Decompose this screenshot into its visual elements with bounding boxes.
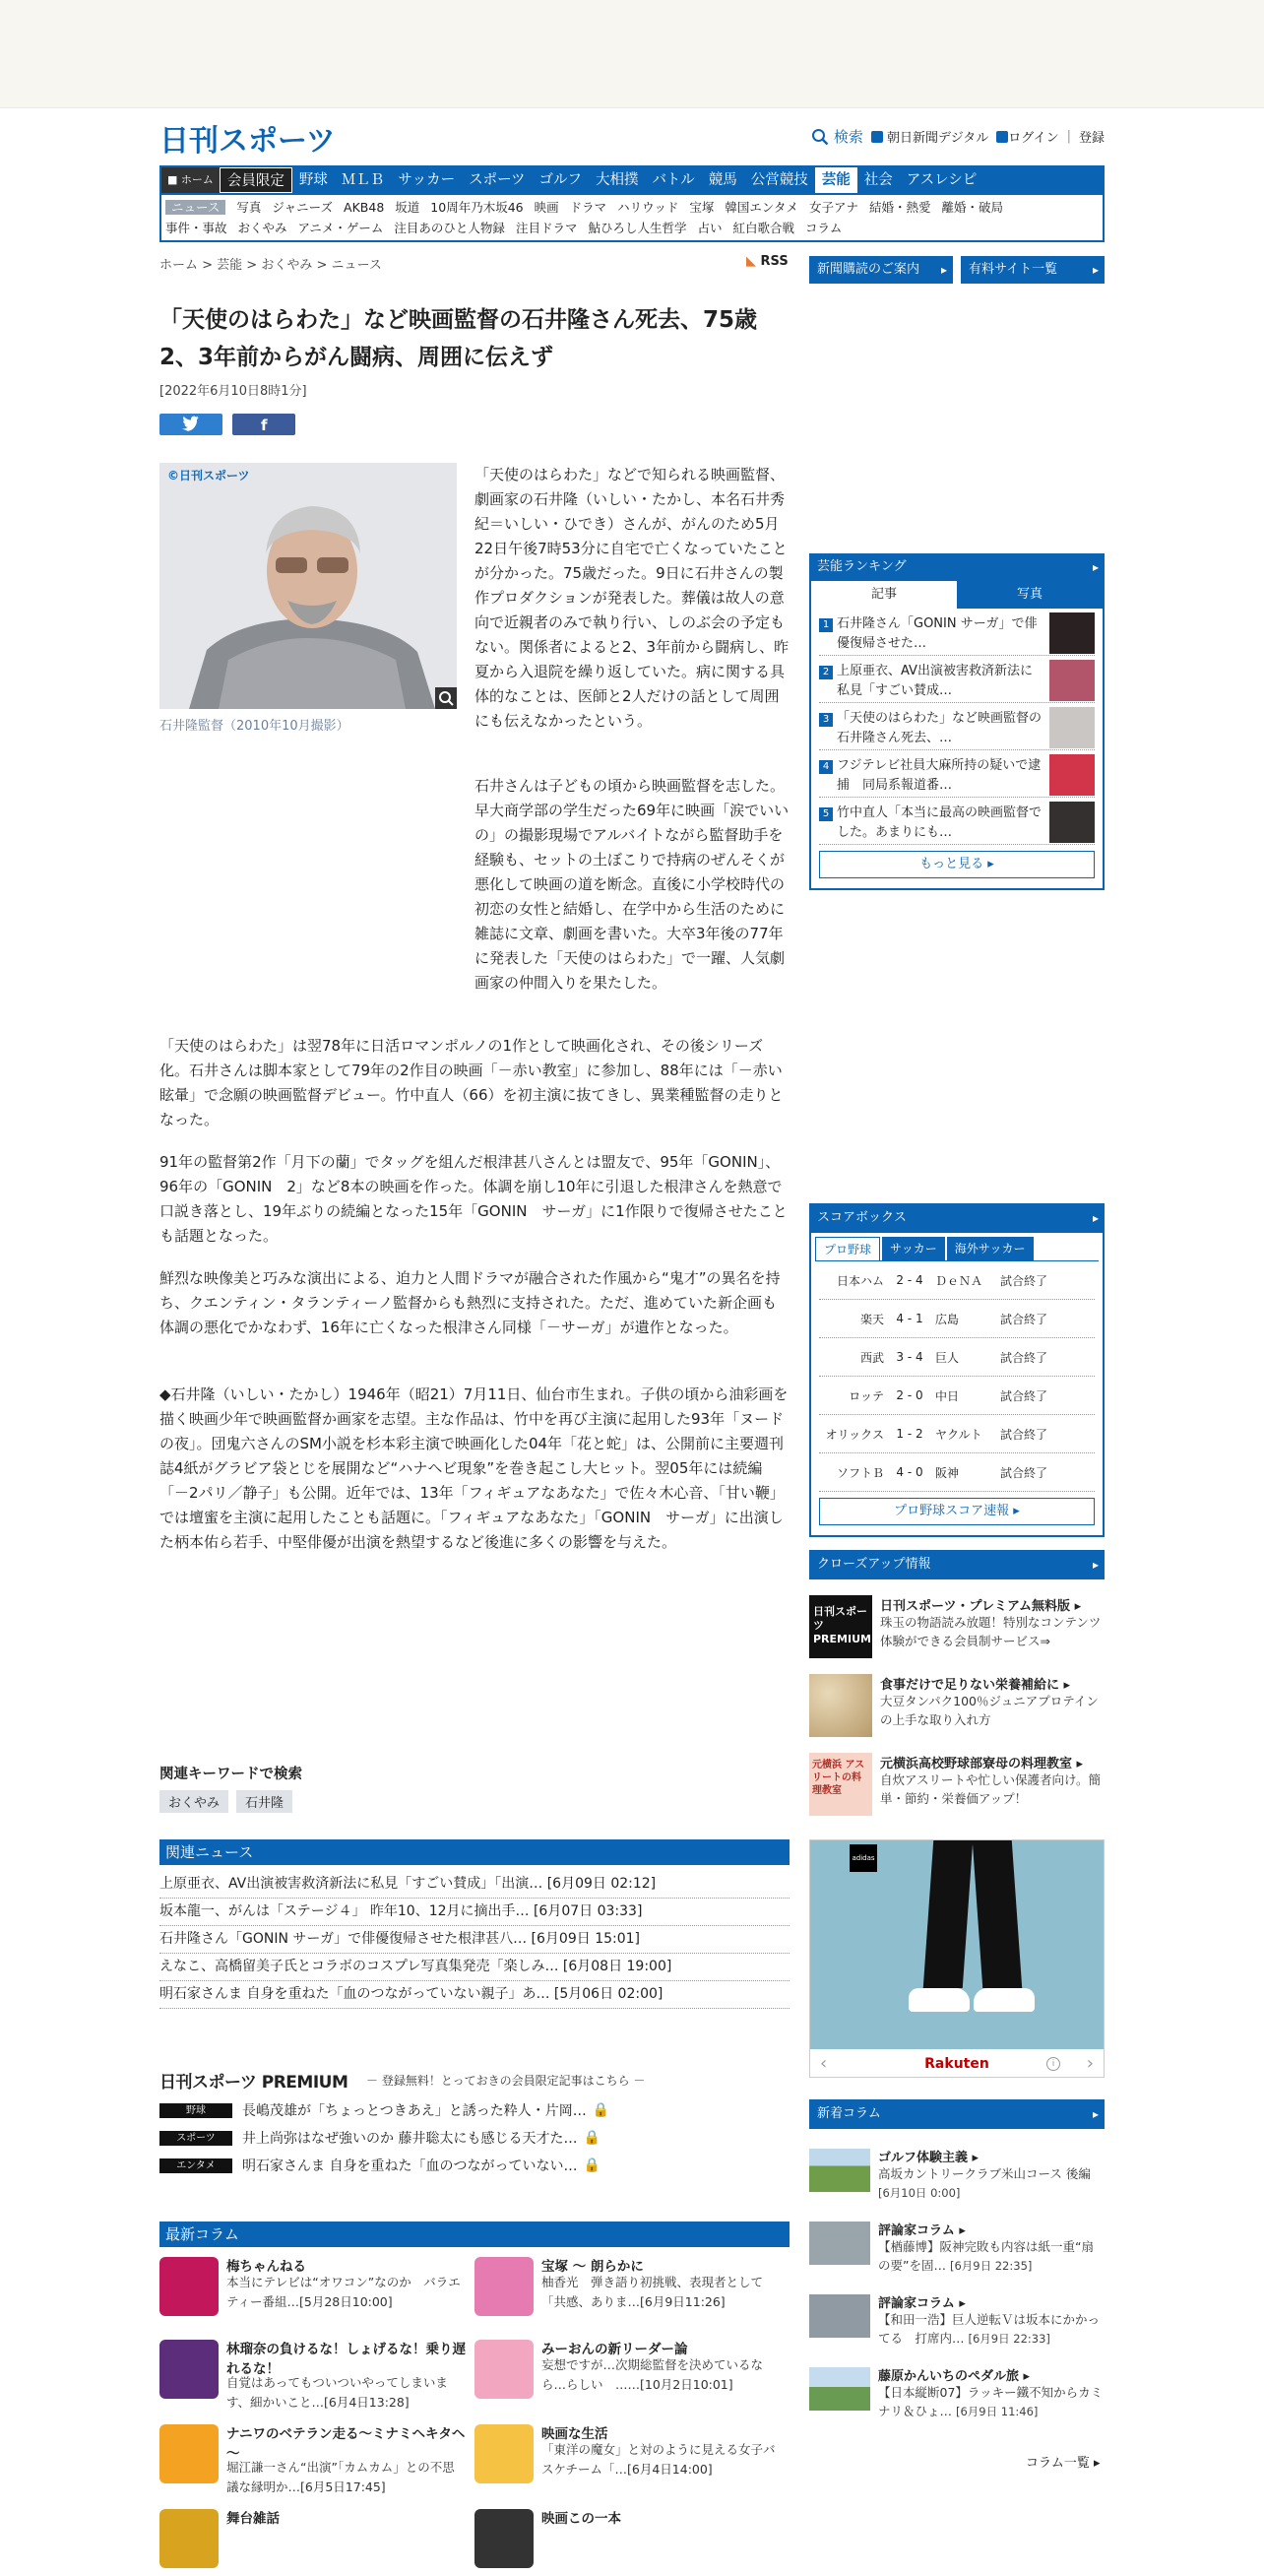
asahi-icon (871, 131, 883, 143)
closeup-heading-text: 日刊スポーツ・プレミアム無料版 (880, 1599, 1071, 1614)
premium-note[interactable]: － 登録無料！とっておきの会員限定記事はこちら － (366, 2074, 646, 2088)
column-title: みーおんの新リーダー論 (541, 2342, 688, 2357)
premium-category: 野球 (159, 2103, 232, 2118)
new-column-thumb (809, 2149, 870, 2192)
new-column-heading-text: ゴルフ体験主義 (878, 2151, 969, 2165)
rank-number: 4 (819, 760, 833, 774)
premium-headline: 井上尚弥はなぜ強いのか 藤井聡太にも感じる天才た… (242, 2131, 578, 2147)
closeup-heading: 日刊スポーツ・プレミアム無料版 ▸ (880, 1599, 1082, 1614)
rank-number: 2 (819, 666, 833, 679)
away-team: 阪神 (935, 1465, 960, 1480)
ranking-body (809, 581, 1105, 890)
nav-home-label: ホーム (180, 173, 214, 186)
score-row[interactable] (819, 1453, 1095, 1492)
nav-golf[interactable]: ゴルフ (538, 172, 583, 188)
new-column-heading-text: 評論家コラム (878, 2223, 955, 2238)
column-icon (474, 2257, 534, 2316)
game-status: 試合終了 (1000, 1388, 1048, 1403)
closeup-body: 自炊アスリートや忙しい保護者向け。簡単・節約・栄養価アップ！ (880, 1772, 1102, 1806)
closeup-list (809, 1595, 1105, 1812)
sub-nav (159, 195, 1105, 242)
new-column-item[interactable] (809, 2220, 1105, 2288)
new-column-heading-text: 評論家コラム (878, 2296, 955, 2311)
new-column-body (878, 2383, 1105, 2421)
new-column-heading-text: 藤原かんいちのペダル旅 (878, 2369, 1020, 2384)
ad-info-icon[interactable]: i (1046, 2057, 1060, 2071)
new-column-item[interactable] (809, 2365, 1105, 2434)
photo-credit: ©日刊スポーツ (167, 469, 250, 483)
premium-category: スポーツ (159, 2131, 232, 2146)
rss-icon: ◣ (746, 254, 756, 269)
closeup-image: 日刊スポーツ PREMIUM (809, 1595, 872, 1658)
top-ad-banner (0, 0, 1264, 108)
svg-text:f: f (261, 417, 268, 434)
nav-horse[interactable]: 競馬 (708, 172, 737, 188)
score-row[interactable] (819, 1415, 1095, 1453)
nav-member[interactable]: 会員限定 (220, 167, 292, 193)
ranking-thumb (1049, 802, 1095, 843)
column-item[interactable] (474, 2422, 780, 2491)
new-column-item[interactable] (809, 2292, 1105, 2361)
closeup-body: 珠玉の物語読み放題！特別なコンテンツ体験ができる会員制サービス⇒ (880, 1615, 1102, 1648)
new-column-body-text: 【日本縦断07】ラッキー鐵不知からカミナリ＆ひょ… (878, 2385, 1104, 2418)
nav-public-race[interactable]: 公営競技 (750, 172, 808, 188)
column-body: 妄想ですが…次期総監督を決めているなら…らしい ……[10月2日10:01] (541, 2357, 764, 2392)
score-row[interactable] (819, 1261, 1095, 1300)
ranking-widget (809, 553, 1105, 890)
ranking-item-text: 「天使のはらわた」など映画監督の石井隆さん死去、… (837, 711, 1043, 745)
game-status: 試合終了 (1000, 1273, 1048, 1288)
closeup-body: 大豆タンパク100％ジュニアプロテインの上手な取り入れ方 (880, 1694, 1099, 1727)
column-title: 映画な生活 (541, 2426, 608, 2442)
new-column-date: [6月9日 22:33] (968, 2332, 1050, 2346)
premium-row[interactable] (159, 2097, 790, 2123)
column-item[interactable] (159, 2507, 465, 2576)
rank-number: 1 (819, 618, 833, 632)
column-body: 堀江謙一さん“出演”「カムカム」との不思議な縁明か…[6月5日17:45] (226, 2460, 455, 2494)
nav-baseball[interactable]: 野球 (298, 172, 328, 188)
closeup-image (809, 1674, 872, 1737)
closeup-heading-text: 食事だけで足りない栄養補給に (880, 1678, 1060, 1693)
scorebox-header[interactable]: スコアボックス ▸ (809, 1203, 1105, 1233)
ranking-item-text: 上原亜衣、AV出演被害救済新法に私見「すごい賛成… (837, 664, 1033, 698)
article-paragraph-4: 91年の監督第2作「月下の蘭」でタッグを組んだ根津甚八さんとは盟友で、95年「GONIN」、96年の「GONIN 2」など8本の映画を作った。体調を崩し10年に引退した根津さんを熱意で口説き落とし、19年ぶりの続編となった15年「GONIN サーガ」に1作限りで復帰させたことも話題となった。 (159, 1153, 788, 1245)
lock-icon: 🔒 (583, 2157, 600, 2173)
nav-sports[interactable]: スポーツ (469, 172, 526, 188)
column-icon (474, 2509, 534, 2568)
column-item[interactable] (159, 2338, 466, 2410)
premium-row[interactable] (159, 2153, 790, 2178)
login-label: ログイン (1008, 131, 1059, 146)
ranking-item[interactable] (819, 703, 1095, 750)
related-news-item[interactable]: 上原亜衣、AV出演被害救済新法に私見「すごい賛成」「出演… [6月09日 02:12] (159, 1871, 790, 1899)
login-link[interactable] (996, 127, 1058, 146)
closeup-heading: 元横浜高校野球部寮母の料理教室 ▸ (880, 1757, 1084, 1771)
paid-sites-button[interactable]: 有料サイト一覧 ▸ (961, 256, 1105, 284)
premium-headline: 明石家さんま 自身を重ねた「血のつながっていない… (242, 2158, 578, 2174)
premium-category: エンタメ (159, 2158, 232, 2173)
keywords-title: 関連キーワードで検索 (159, 1767, 302, 1782)
away-team: ＤｅＮＡ (935, 1273, 983, 1288)
header-separator: | (1066, 129, 1071, 144)
game-status: 試合終了 (1000, 1465, 1048, 1480)
ranking-item-text: フジテレビ社員大麻所持の疑いで逮捕 同局系報道番… (837, 758, 1042, 793)
subnav-marriage[interactable]: 結婚・熱愛 (868, 200, 931, 215)
subnav-incident[interactable]: 事件・事故 (165, 221, 227, 235)
scorebox-tabs (811, 1233, 1103, 1260)
subnav-nogizaka[interactable]: 10周年乃木坂46 (430, 200, 524, 215)
column-title: 舞台雑話 (226, 2511, 280, 2527)
keyword-tag[interactable]: おくやみ (159, 1790, 228, 1813)
premium-row[interactable] (159, 2125, 790, 2151)
lock-icon: 🔒 (592, 2102, 610, 2118)
column-title: 林瑠奈の負けるな！しょげるな！乗り遅れるな！ (226, 2342, 466, 2377)
score: 4 - 1 (896, 1312, 923, 1325)
article-paragraph-6: ◆石井隆（いしい・たかし）1946年（昭21）7月11日、仙台市生まれ。子供の頃から油彩画を描く映画少年で映画監督か画家を志望。主な作品は、竹中を再び主演に起用した93年「ヌードの夜」。団鬼六さんのSM小説を杉本彩主演で映画化した04年「花と蛇」は、公開前に主要週刊誌4紙がグラビア袋とじを展開など“ハナヘビ現象”を巻き起こし大ヒット。翌05年には続編「－2パリ／静子」も公開。近年では、13年「フィギュアなあなた」で佐々木心音、「甘い鞭」では壇蜜を主演に起用したことも話題に。「フィギュアなあなた」「GONIN サーガ」に出演した柄本佑ら若手、中堅俳優が出演を熱望するなど後進に多くの影響を与えた。 (159, 1385, 789, 1551)
score-row[interactable] (819, 1338, 1095, 1377)
lock-icon: 🔒 (583, 2130, 600, 2146)
rakuten-ad[interactable] (809, 1839, 1105, 2078)
ranking-item[interactable] (819, 798, 1095, 845)
score-tab-soccer[interactable]: サッカー (882, 1237, 945, 1260)
nav-athrecipe[interactable]: アスレシピ (906, 172, 978, 188)
away-team: 広島 (935, 1312, 960, 1326)
subnav-photo[interactable]: 写真 (236, 200, 262, 215)
premium-headline: 長嶋茂雄が「ちょっとつきあえ」と誘った粋人・片岡… (242, 2103, 587, 2119)
ranking-item[interactable] (819, 609, 1095, 656)
score-row[interactable] (819, 1377, 1095, 1415)
new-column-item[interactable] (809, 2147, 1105, 2216)
nav-mlb[interactable]: ＭＬＢ (341, 172, 385, 188)
game-status: 試合終了 (1000, 1427, 1048, 1442)
ranking-item-text: 石井隆さん「GONIN サーガ」で俳優復帰させた… (837, 616, 1038, 651)
asahi-link[interactable] (871, 127, 988, 146)
subnav-sakamichi[interactable]: 坂道 (395, 200, 420, 215)
score: 3 - 4 (896, 1350, 923, 1364)
ranking-tab-articles[interactable]: 記事 (811, 581, 957, 609)
column-icon (474, 2424, 534, 2483)
related-news-item[interactable]: 石井隆さん「GONIN サーガ」で俳優復帰させた根津甚八… [6月09日 15:01] (159, 1926, 790, 1954)
related-news-item[interactable]: 坂本龍一、がんは「ステージ４」 昨年10、12月に摘出手… [6月07日 03:33] (159, 1899, 790, 1926)
subnav-divorce[interactable]: 離婚・破局 (941, 200, 1003, 215)
nav-battle[interactable]: バトル (652, 172, 695, 188)
subnav-obituary[interactable]: おくやみ (237, 221, 287, 235)
rank-number: 3 (819, 713, 833, 727)
scorebox-widget (809, 1203, 1105, 1537)
related-news-list (159, 1871, 790, 2009)
home-team: ソフトＢ (836, 1465, 884, 1480)
zoom-icon (435, 687, 457, 709)
new-column-body (878, 2310, 1105, 2349)
column-item[interactable] (474, 2338, 780, 2407)
premium-logo[interactable]: 日刊スポーツ PREMIUM (159, 2073, 348, 2093)
nav-soccer[interactable]: サッカー (398, 172, 456, 188)
twitter-icon (159, 414, 222, 435)
ad-next-icon[interactable]: › (1086, 2053, 1094, 2074)
score-more-button[interactable]: プロ野球スコア速報 ▸ (819, 1498, 1095, 1525)
ranking-thumb (1049, 660, 1095, 701)
closeup-image: 元横浜 アスリートの料理教室 (809, 1753, 872, 1816)
new-column-date: [6月10日 0:00] (878, 2186, 961, 2200)
search-icon (811, 128, 829, 146)
nav-society[interactable]: 社会 (863, 172, 893, 188)
subnav-hot-drama[interactable]: 注目ドラマ (515, 221, 578, 235)
portrait-image (159, 463, 457, 709)
score-tab-overseas[interactable]: 海外サッカー (947, 1237, 1034, 1260)
column-body: 「東洋の魔女」と対のように見える女子バスケチーム「…[6月4日14:00] (541, 2442, 776, 2477)
score-more-label: プロ野球スコア速報 (894, 1504, 1010, 1518)
column-title: 梅ちゃんねる (226, 2259, 306, 2275)
column-list-link[interactable]: コラム一覧 ▸ (1026, 2456, 1101, 2471)
new-column-heading: ゴルフ体験主義 ▸ (878, 2151, 980, 2165)
subnav-hollywood[interactable]: ハリウッド (617, 200, 679, 215)
new-column-body-text: 【楢藤博】阪神完敗も内容は紙一重“扇の要”を固… (878, 2239, 1094, 2273)
away-team: ヤクルト (935, 1427, 982, 1442)
facebook-share-button[interactable] (232, 414, 295, 435)
nav-sumo[interactable]: 大相撲 (596, 172, 639, 188)
ranking-item[interactable] (819, 656, 1095, 703)
column-title: 映画この一本 (541, 2511, 621, 2527)
ranking-tab-photos[interactable]: 写真 (957, 581, 1103, 609)
rakuten-logo: Rakuten (924, 2056, 989, 2072)
subnav-ayu[interactable]: 鮎ひろし人生哲学 (588, 221, 687, 235)
keyword-tag[interactable]: 石井隆 (236, 1790, 292, 1813)
article-date: [2022年6月10日8時1分] (159, 384, 307, 399)
home-team: 楽天 (859, 1312, 884, 1326)
new-column-thumb (809, 2294, 870, 2338)
score: 1 - 2 (896, 1427, 923, 1441)
ranking-thumb (1049, 612, 1095, 654)
twitter-share-button[interactable] (159, 414, 222, 435)
column-item[interactable] (159, 2422, 466, 2494)
new-column-body-text: 高坂カントリークラブ米山コース 後編 (878, 2166, 1091, 2181)
new-column-heading: 評論家コラム ▸ (878, 2223, 966, 2238)
subnav-korea[interactable]: 韓国エンタメ (725, 200, 798, 215)
photo-caption: 石井隆監督（2010年10月撮影） (159, 719, 349, 734)
column-body: 本当にテレビは“オワコン”なのか バラエティー番組…[5月28日10:00] (226, 2275, 461, 2309)
new-column-heading: 評論家コラム ▸ (878, 2296, 966, 2311)
new-column-body (878, 2237, 1105, 2276)
column-item[interactable] (474, 2507, 780, 2576)
away-team: 中日 (935, 1388, 960, 1403)
home-team: 西武 (859, 1350, 884, 1365)
rss-label: RSS (760, 254, 789, 269)
ranking-tabs (811, 581, 1103, 609)
closeup-item[interactable] (809, 1595, 1105, 1662)
new-column-list (809, 2147, 1105, 2442)
article-photo[interactable] (159, 463, 457, 709)
ad-prev-icon[interactable]: ‹ (820, 2053, 828, 2074)
new-column-thumb (809, 2222, 870, 2265)
article-paragraph-3: 「天使のはらわた」は翌78年に日活ロマンポルノの1作として映画化され、その後シリーズ化。石井さんは脚本家として79年の2作目の映画「－赤い教室」に参加し、88年には「－赤い眩暈」で念願の映画監督デビュー。竹中直人（66）を初主演に抜てきし、異業種監督の走りとなった。 (159, 1037, 784, 1128)
score-row[interactable] (819, 1300, 1095, 1338)
new-column-body (878, 2164, 1105, 2203)
search-link[interactable] (811, 126, 863, 147)
ranking-more-label: もっと見る (919, 857, 984, 871)
latest-column-header: 最新コラム (159, 2222, 790, 2247)
closeup-item[interactable] (809, 1753, 1105, 1820)
subnav-akb48[interactable]: AKB48 (344, 200, 385, 215)
column-item[interactable] (159, 2255, 465, 2324)
ranking-more-button[interactable]: もっと見る ▸ (819, 851, 1095, 878)
subnav-kohaku[interactable]: 紅白歌合戦 (732, 221, 794, 235)
subnav-news[interactable]: ニュース (165, 200, 225, 215)
article-paragraph-5: 鮮烈な映像美と巧みな演出による、迫力と人間ドラマが融合された作風から“鬼才”の異名を持ち、クエンティン・タランティーノ監督からも熱烈に支持された。ただ、進めていた新企画も体調の悪化でかなわず、16年に亡くなった根津さん同様「－サーガ」が遺作となった。 (159, 1269, 781, 1336)
column-body: 自覚はあってもついついやってしまいます、細かいこと…[6月4日13:28] (226, 2375, 448, 2410)
ranking-item[interactable] (819, 750, 1095, 798)
ranking-item-text: 竹中直人「本当に最高の映画監督でした。あまりにも… (837, 805, 1043, 840)
rank-number: 5 (819, 807, 833, 821)
related-news-item[interactable]: えなこ、高橋留美子氏とコラボのコスプレ写真集発売「楽しみ… [6月08日 19:00] (159, 1954, 790, 1981)
closeup-heading-text: 元横浜高校野球部寮母の料理教室 (880, 1757, 1073, 1771)
column-icon (159, 2340, 219, 2399)
adidas-logo: adidas (850, 1844, 877, 1872)
game-status: 試合終了 (1000, 1350, 1048, 1365)
column-list-label: コラム一覧 (1026, 2456, 1090, 2471)
subscription-button[interactable]: 新聞購読のご案内 ▸ (809, 256, 953, 284)
article-title: 「天使のはらわた」など映画監督の石井隆さん死去、75歳 2、3年前からがん闘病、周囲に伝えず (159, 307, 781, 370)
column-item[interactable] (474, 2255, 780, 2324)
subnav-anime[interactable]: アニメ・ゲーム (297, 221, 384, 235)
search-label: 検索 (833, 128, 863, 146)
article-paragraph-2: 石井さんは子どもの頃から映画監督を志した。早大商学部の学生だった69年に映画「涙でいいの」の撮影現場でアルバイトながら監督助手を経験も、セットの土ぼこりで持病のぜんそくが悪化して映画の道を断念。直後に小学校時代の初恋の女性と結婚し、在学中から生活のために雑誌に文章、劇画を書いた。大卒3年後の77年に発表した「天使のはらわた」で一躍、人気劇画家の仲間入りを果たした。 (474, 777, 790, 992)
breadcrumb[interactable]: ホーム > 芸能 > おくやみ > ニュース (159, 258, 382, 273)
away-team: 巨人 (935, 1350, 960, 1365)
new-column-date: [6月9日 22:35] (949, 2259, 1033, 2273)
related-news-header: 関連ニュース (159, 1839, 790, 1865)
site-logo-text: 日刊スポーツ (159, 124, 336, 159)
subnav-announcer[interactable]: 女子アナ (808, 200, 858, 215)
subnav-column[interactable]: コラム (805, 221, 843, 235)
ad-image (810, 1840, 1104, 2049)
column-title: ナニワのベテラン走る～ミナミヘキタヘ～ (226, 2426, 466, 2462)
closeup-header[interactable]: クローズアップ情報 ▸ (809, 1550, 1105, 1579)
ranking-header[interactable]: 芸能ランキング ▸ (809, 553, 1105, 581)
new-column-date: [6月9日 11:46] (956, 2405, 1039, 2418)
asahi-label: 朝日新聞デジタル (887, 131, 989, 146)
new-column-header[interactable]: 新着コラム ▸ (809, 2099, 1105, 2129)
subnav-takarazuka[interactable]: 宝塚 (689, 200, 715, 215)
article-paragraph-1: 「天使のはらわた」などで知られる映画監督、劇画家の石井隆（いしい・たかし、本名石井秀紀＝いしい・ひでき）さんが、がんのため5月22日午後7時53分に自宅で亡くなっていたことが分かった。75歳だった。9日に石井さんの製作プロダクションが発表した。葬儀は故人の意向で近親者のみで執り行い、しのぶ会の予定もない。関係者によると2、3年前から闘病し、昨夏から入退院を繰り返していた。病に関する具体的なことは、医師と2人だけの話として周囲にも伝えなかったという。 (474, 466, 790, 730)
sub-nav-row-2 (165, 218, 1099, 238)
home-team: ロッテ (849, 1388, 884, 1403)
new-column-thumb (809, 2367, 870, 2411)
subnav-drama[interactable]: ドラマ (569, 200, 607, 215)
new-column-body-text: 【和田一浩】巨人逆転Ｖは坂本にかかってる 打席内… (878, 2312, 1101, 2346)
scorebox-body (809, 1233, 1105, 1537)
site-logo[interactable] (159, 120, 356, 160)
register-link[interactable]: 登録 (1078, 131, 1105, 146)
new-column-heading: 藤原かんいちのペダル旅 ▸ (878, 2369, 1031, 2384)
rss-link[interactable] (746, 254, 789, 269)
subnav-people[interactable]: 注目あのひと人物録 (394, 221, 505, 235)
facebook-icon (232, 414, 295, 435)
header-utility (811, 126, 1105, 147)
score: 2 - 0 (896, 1388, 923, 1402)
login-icon (996, 131, 1008, 143)
score: 2 - 4 (896, 1273, 923, 1287)
column-title: 宝塚 ～ 朗らかに (541, 2259, 644, 2275)
column-icon (159, 2257, 219, 2316)
score-tab-npb[interactable]: プロ野球 (815, 1237, 880, 1260)
main-nav (159, 165, 1105, 195)
column-body: 柚香光 弾き語り初挑戦、表現者として「共感、ありま…[6月9日11:26] (541, 2275, 764, 2309)
subnav-fortune[interactable]: 占い (697, 221, 723, 235)
home-team: オリックス (825, 1427, 884, 1442)
subnav-johnnys[interactable]: ジャニーズ (272, 200, 334, 215)
nav-home[interactable]: ■ ホーム (161, 167, 220, 193)
ranking-thumb (1049, 754, 1095, 796)
column-icon (474, 2340, 534, 2399)
column-icon (159, 2509, 219, 2568)
ranking-thumb (1049, 707, 1095, 748)
keyword-tags (159, 1790, 300, 1813)
related-news-item[interactable]: 明石家さんま 自身を重ねた「血のつながっていない親子」あ… [5月06日 02:00] (159, 1981, 790, 2009)
home-team: 日本ハム (836, 1273, 884, 1288)
closeup-heading: 食事だけで足りない栄養補給に ▸ (880, 1678, 1071, 1693)
zoom-button[interactable] (435, 687, 457, 709)
score: 4 - 0 (896, 1465, 923, 1479)
sub-nav-row-1 (165, 197, 1099, 218)
nav-entertainment[interactable]: 芸能 (815, 167, 857, 193)
game-status: 試合終了 (1000, 1312, 1048, 1326)
column-icon (159, 2424, 219, 2483)
subnav-movie[interactable]: 映画 (534, 200, 559, 215)
closeup-item[interactable] (809, 1674, 1105, 1741)
